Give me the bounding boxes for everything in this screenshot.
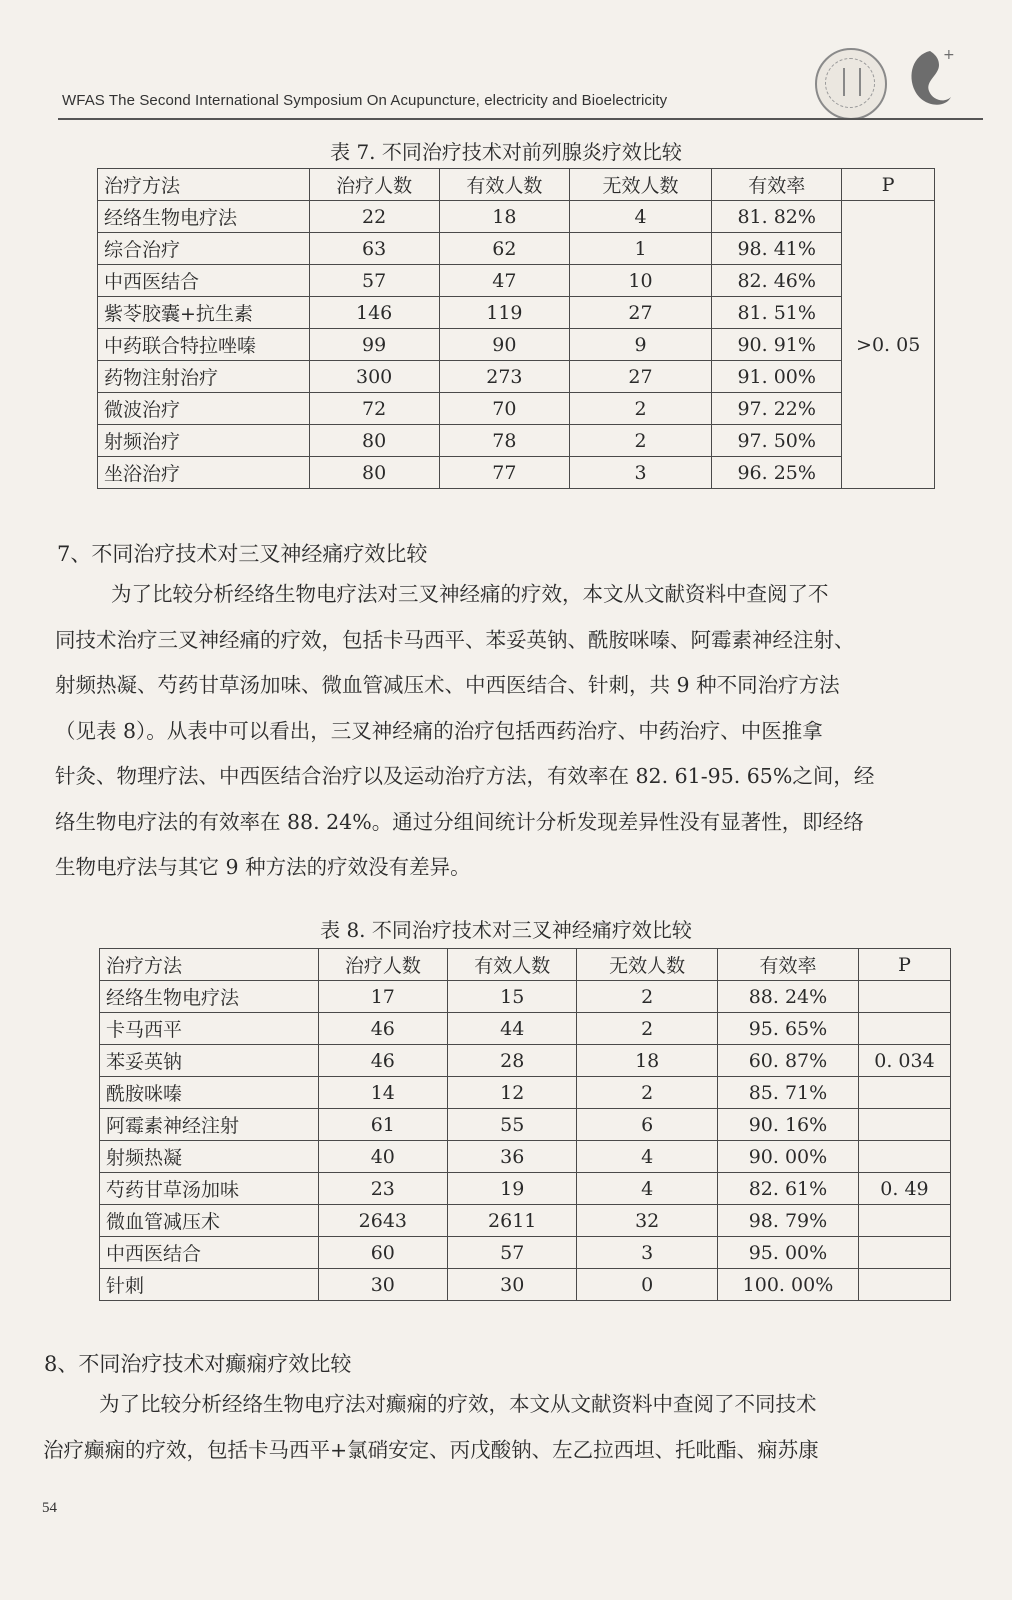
table7-value-cell: 63 <box>309 233 439 265</box>
table7-value-cell: 97. 22% <box>712 393 842 425</box>
symposium-seal-logo <box>815 48 887 120</box>
table7-value-cell: 9 <box>570 329 712 361</box>
table8-caption: 表 8. 不同治疗技术对三叉神经痛疗效比较 <box>320 918 692 942</box>
section7-paragraph <box>55 572 970 891</box>
section7-line: （见表 8）。从表中可以看出，三叉神经痛的治疗包括西药治疗、中药治疗、中医推拿 <box>55 718 823 743</box>
table8-p-value <box>858 1141 950 1173</box>
table8-p-value: 0. 49 <box>858 1173 950 1205</box>
table8-value-cell: 100. 00% <box>717 1269 858 1301</box>
table7-value-cell: 80 <box>309 425 439 457</box>
table8-value-cell: 28 <box>448 1045 577 1077</box>
table7-value-cell: 81. 82% <box>712 201 842 233</box>
table7-value-cell: 47 <box>439 265 569 297</box>
table8-row <box>100 1205 951 1237</box>
table8 <box>99 948 951 1301</box>
table8-value-cell: 17 <box>318 981 447 1013</box>
table8-header-row <box>100 949 951 981</box>
table8-value-cell: 61 <box>318 1109 447 1141</box>
table8-value-cell: 30 <box>318 1269 447 1301</box>
table8-row <box>100 1109 951 1141</box>
table7-header-row <box>98 169 935 201</box>
table8-value-cell: 82. 61% <box>717 1173 858 1205</box>
table7-value-cell: 1 <box>570 233 712 265</box>
table7-header-cell: 有效人数 <box>439 169 569 201</box>
table8-row <box>100 1013 951 1045</box>
table7-row <box>98 361 935 393</box>
table8-row <box>100 1045 951 1077</box>
section7-heading: 7、不同治疗技术对三叉神经痛疗效比较 <box>57 542 428 566</box>
table8-p-value <box>858 1237 950 1269</box>
table8-value-cell: 46 <box>318 1045 447 1077</box>
table8-header-cell: 治疗人数 <box>318 949 447 981</box>
table7-value-cell: 10 <box>570 265 712 297</box>
table8-p-value <box>858 1013 950 1045</box>
table7-method-cell: 紫苓胶囊+抗生素 <box>98 297 310 329</box>
table8-method-cell: 经络生物电疗法 <box>100 981 319 1013</box>
table7-method-cell: 中药联合特拉唑嗪 <box>98 329 310 361</box>
table8-p-value <box>858 1205 950 1237</box>
table8-method-cell: 苯妥英钠 <box>100 1045 319 1077</box>
table7-header-cell: 无效人数 <box>570 169 712 201</box>
svg-text:+: + <box>943 47 955 63</box>
table8-method-cell: 芍药甘草汤加味 <box>100 1173 319 1205</box>
table8-value-cell: 36 <box>448 1141 577 1173</box>
table8-header-cell: 治疗方法 <box>100 949 319 981</box>
table8-header-cell: P <box>858 949 950 981</box>
table8-value-cell: 2 <box>577 1077 718 1109</box>
table8-value-cell: 57 <box>448 1237 577 1269</box>
table8-header-cell: 有效率 <box>717 949 858 981</box>
table8-p-value: 0. 034 <box>858 1045 950 1077</box>
table8-value-cell: 23 <box>318 1173 447 1205</box>
table8-method-cell: 针刺 <box>100 1269 319 1301</box>
table8-p-value <box>858 1109 950 1141</box>
table8-method-cell: 阿霉素神经注射 <box>100 1109 319 1141</box>
section7-line: 络生物电疗法的有效率在 88. 24%。通过分组间统计分析发现差异性没有显著性，即经络 <box>55 809 864 834</box>
table8-value-cell: 44 <box>448 1013 577 1045</box>
table8-value-cell: 32 <box>577 1205 718 1237</box>
table8-value-cell: 2 <box>577 1013 718 1045</box>
table7-value-cell: 62 <box>439 233 569 265</box>
page-number: 54 <box>42 1500 57 1516</box>
table7-value-cell: 90. 91% <box>712 329 842 361</box>
table8-value-cell: 98. 79% <box>717 1205 858 1237</box>
table8-method-cell: 酰胺咪嗪 <box>100 1077 319 1109</box>
table7-value-cell: 82. 46% <box>712 265 842 297</box>
section8-heading: 8、不同治疗技术对癫痫疗效比较 <box>44 1352 352 1376</box>
table7-value-cell: 91. 00% <box>712 361 842 393</box>
table8-value-cell: 95. 65% <box>717 1013 858 1045</box>
table8-value-cell: 2 <box>577 981 718 1013</box>
table8-method-cell: 射频热凝 <box>100 1141 319 1173</box>
table7-value-cell: 119 <box>439 297 569 329</box>
section7-line: 生物电疗法与其它 9 种方法的疗效没有差异。 <box>55 855 471 879</box>
table7-header-cell: 治疗方法 <box>98 169 310 201</box>
table8-value-cell: 85. 71% <box>717 1077 858 1109</box>
table7-value-cell: 2 <box>570 393 712 425</box>
table8-method-cell: 卡马西平 <box>100 1013 319 1045</box>
table8-value-cell: 46 <box>318 1013 447 1045</box>
table7-method-cell: 综合治疗 <box>98 233 310 265</box>
table8-value-cell: 12 <box>448 1077 577 1109</box>
table8-value-cell: 30 <box>448 1269 577 1301</box>
table8-row <box>100 1173 951 1205</box>
table7-row <box>98 457 935 489</box>
table7-value-cell: 57 <box>309 265 439 297</box>
table8-header-cell: 无效人数 <box>577 949 718 981</box>
table7-row <box>98 393 935 425</box>
table8-row <box>100 1237 951 1269</box>
section7-line: 针灸、物理疗法、中西医结合治疗以及运动治疗方法，有效率在 82. 61-95. 65%之间，经 <box>55 764 875 788</box>
table8-value-cell: 0 <box>577 1269 718 1301</box>
table7-value-cell: 96. 25% <box>712 457 842 489</box>
table8-header-cell: 有效人数 <box>448 949 577 981</box>
header-rule <box>58 118 983 120</box>
table8-row <box>100 981 951 1013</box>
section7-line: 为了比较分析经络生物电疗法对三叉神经痛的疗效，本文从文献资料中查阅了不 <box>111 582 829 606</box>
table8-value-cell: 4 <box>577 1141 718 1173</box>
table7-row <box>98 297 935 329</box>
table8-value-cell: 3 <box>577 1237 718 1269</box>
table8-value-cell: 55 <box>448 1109 577 1141</box>
running-header: WFAS The Second International Symposium On Acupuncture, electricity and Bioelectricity <box>62 92 668 109</box>
table7-value-cell: 27 <box>570 361 712 393</box>
table7-method-cell: 坐浴治疗 <box>98 457 310 489</box>
table7-value-cell: 4 <box>570 201 712 233</box>
section8-paragraph <box>43 1382 958 1473</box>
table7-value-cell: 3 <box>570 457 712 489</box>
table7-value-cell: 77 <box>439 457 569 489</box>
table8-value-cell: 60. 87% <box>717 1045 858 1077</box>
table8-value-cell: 95. 00% <box>717 1237 858 1269</box>
table8-value-cell: 90. 16% <box>717 1109 858 1141</box>
table7-caption: 表 7. 不同治疗技术对前列腺炎疗效比较 <box>330 140 682 164</box>
table7-row <box>98 265 935 297</box>
table7-value-cell: 98. 41% <box>712 233 842 265</box>
table8-row <box>100 1077 951 1109</box>
table8-row <box>100 1141 951 1173</box>
table8-value-cell: 40 <box>318 1141 447 1173</box>
table7-value-cell: 70 <box>439 393 569 425</box>
table7-value-cell: 300 <box>309 361 439 393</box>
table8-value-cell: 88. 24% <box>717 981 858 1013</box>
table7-value-cell: 99 <box>309 329 439 361</box>
table7-value-cell: 81. 51% <box>712 297 842 329</box>
yin-yang-logo <box>905 45 955 113</box>
table7-row <box>98 425 935 457</box>
table7-row <box>98 201 935 233</box>
table8-value-cell: 18 <box>577 1045 718 1077</box>
table7-value-cell: 18 <box>439 201 569 233</box>
table7-value-cell: 80 <box>309 457 439 489</box>
table7-value-cell: 90 <box>439 329 569 361</box>
table7-method-cell: 射频治疗 <box>98 425 310 457</box>
table7-method-cell: 中西医结合 <box>98 265 310 297</box>
table7-method-cell: 经络生物电疗法 <box>98 201 310 233</box>
table7-value-cell: 2 <box>570 425 712 457</box>
table7-row <box>98 233 935 265</box>
table7-value-cell: 72 <box>309 393 439 425</box>
table7-value-cell: 273 <box>439 361 569 393</box>
section7-line: 同技术治疗三叉神经痛的疗效，包括卡马西平、苯妥英钠、酰胺咪嗪、阿霉素神经注射、 <box>55 627 855 652</box>
table7-header-cell: 有效率 <box>712 169 842 201</box>
table8-value-cell: 15 <box>448 981 577 1013</box>
table7 <box>97 168 935 489</box>
table7-value-cell: 146 <box>309 297 439 329</box>
section8-line: 为了比较分析经络生物电疗法对癫痫的疗效，本文从文献资料中查阅了不同技术 <box>99 1392 817 1416</box>
table7-row <box>98 329 935 361</box>
table8-method-cell: 微血管减压术 <box>100 1205 319 1237</box>
section8-line: 治疗癫痫的疗效，包括卡马西平+氯硝安定、丙戊酸钠、左乙拉西坦、托吡酯、痫苏康 <box>43 1437 819 1462</box>
table7-value-cell: 27 <box>570 297 712 329</box>
table8-method-cell: 中西医结合 <box>100 1237 319 1269</box>
table7-value-cell: 78 <box>439 425 569 457</box>
section7-line: 射频热凝、芍药甘草汤加味、微血管减压术、中西医结合、针刺，共 9 种不同治疗方法 <box>55 673 840 697</box>
table7-value-cell: 22 <box>309 201 439 233</box>
table8-p-value <box>858 1077 950 1109</box>
table7-header-cell: 治疗人数 <box>309 169 439 201</box>
table8-value-cell: 6 <box>577 1109 718 1141</box>
table8-value-cell: 4 <box>577 1173 718 1205</box>
table7-value-cell: 97. 50% <box>712 425 842 457</box>
table8-value-cell: 2643 <box>318 1205 447 1237</box>
table7-method-cell: 微波治疗 <box>98 393 310 425</box>
table7-method-cell: 药物注射治疗 <box>98 361 310 393</box>
table8-p-value <box>858 981 950 1013</box>
table8-row <box>100 1269 951 1301</box>
table8-value-cell: 14 <box>318 1077 447 1109</box>
table7-p-value: >0. 05 <box>842 201 935 489</box>
table8-p-value <box>858 1269 950 1301</box>
table8-value-cell: 19 <box>448 1173 577 1205</box>
table8-value-cell: 90. 00% <box>717 1141 858 1173</box>
table7-header-cell: P <box>842 169 935 201</box>
table8-value-cell: 60 <box>318 1237 447 1269</box>
table8-value-cell: 2611 <box>448 1205 577 1237</box>
